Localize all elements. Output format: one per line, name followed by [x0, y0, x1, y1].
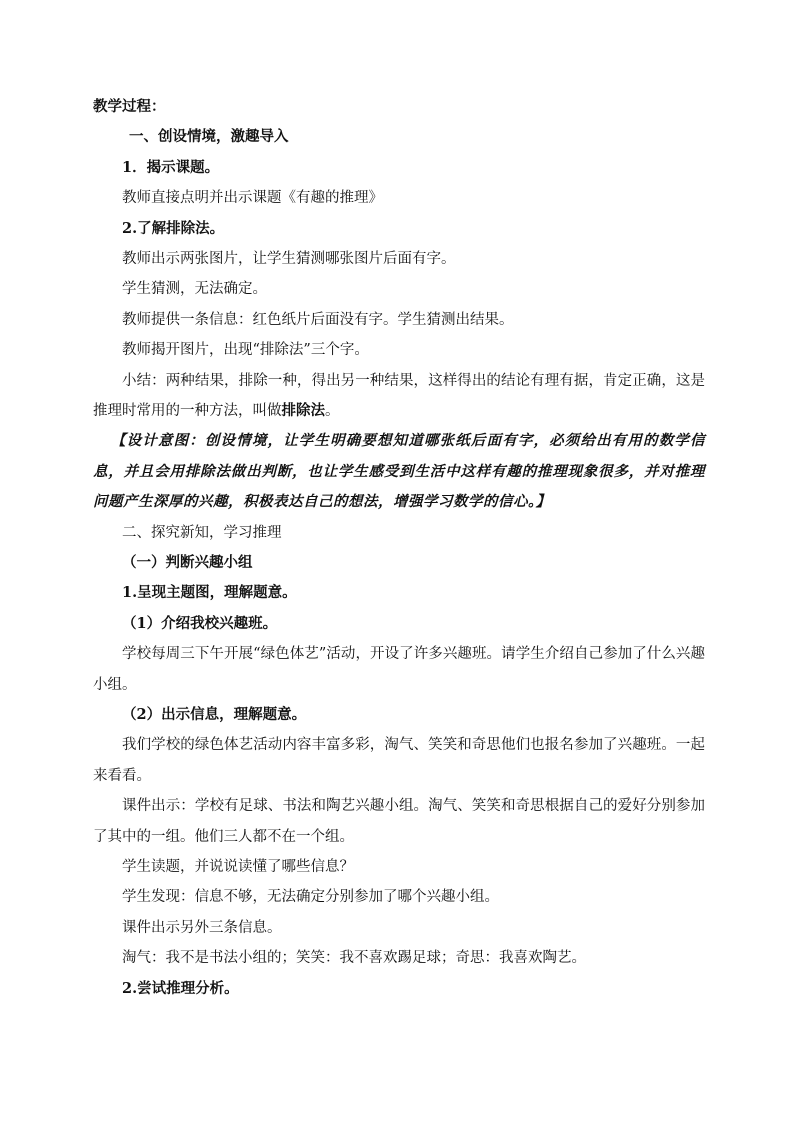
- summary-keyword: 排除法: [281, 401, 325, 419]
- paragraph: 我们学校的绿色体艺活动内容丰富多彩，淘气、笑笑和奇思他们也报名参加了兴趣班。一起来看看。: [93, 737, 705, 784]
- paragraph: 学生猜测，无法确定。: [122, 281, 267, 298]
- section-1-title: 一、创设情境，激趣导入: [129, 128, 289, 146]
- paragraph: 课件出示另外三条信息。: [122, 919, 282, 936]
- paragraph: 学生发现：信息不够，无法确定分别参加了哪个兴趣小组。: [122, 889, 499, 906]
- paragraph: 淘气：我不是书法小组的；笑笑：我不喜欢踢足球；奇思：我喜欢陶艺。: [122, 950, 586, 967]
- document-body: [93, 92, 705, 1004]
- paragraph: 教师揭开图片，出现“排除法”三个字。: [122, 342, 369, 359]
- section-heading: 教学过程：: [93, 98, 166, 115]
- sub-item-a: （1）介绍我校兴趣班。: [122, 614, 278, 632]
- item-2-title: 2.尝试推理分析。: [122, 979, 239, 997]
- summary-text: 小结：两种结果，排除一种，得出另一种结果，这样得出的结论有理有据，肯定正确，这是推理时常用的一种方法，叫做: [93, 372, 705, 419]
- paragraph: 课件出示：学校有足球、书法和陶艺兴趣小组。淘气、笑笑和奇思根据自己的爱好分别参加了其中的一组。他们三人都不在一个组。: [93, 798, 705, 845]
- subsection-1-title: （一）判断兴趣小组: [122, 553, 253, 571]
- design-intent-note: 【设计意图：创设情境，让学生明确要想知道哪张纸后面有字，必须给出有用的数学信息，并且会用排除法做出判断，也让学生感受到生活中这样有趣的推理现象很多，并对推理问题产生深厚的兴趣，积极表达自己的想法，增强学习数学的信心。】: [93, 432, 705, 511]
- item-1-title: 1．揭示课题。: [122, 158, 220, 176]
- paragraph: 教师提供一条信息：红色纸片后面没有字。学生猜测出结果。: [122, 311, 514, 328]
- item-1-title: 1.呈现主题图，理解题意。: [122, 584, 297, 602]
- paragraph: 教师出示两张图片，让学生猜测哪张图片后面有字。: [122, 250, 456, 267]
- paragraph: 学校每周三下午开展“绿色体艺”活动，开设了许多兴趣班。请学生介绍自己参加了什么兴趣小组。: [93, 646, 705, 693]
- sub-item-b: （2）出示信息，理解题意。: [122, 705, 307, 723]
- paragraph: 学生读题，并说说读懂了哪些信息？: [122, 858, 354, 875]
- section-2-title: 二、探究新知，学习推理: [122, 524, 282, 541]
- summary-paragraph: [93, 366, 705, 427]
- paragraph: 教师直接点明并出示课题《有趣的推理》: [122, 190, 383, 207]
- item-2-title: 2.了解排除法。: [122, 219, 225, 237]
- summary-end: 。: [325, 402, 340, 419]
